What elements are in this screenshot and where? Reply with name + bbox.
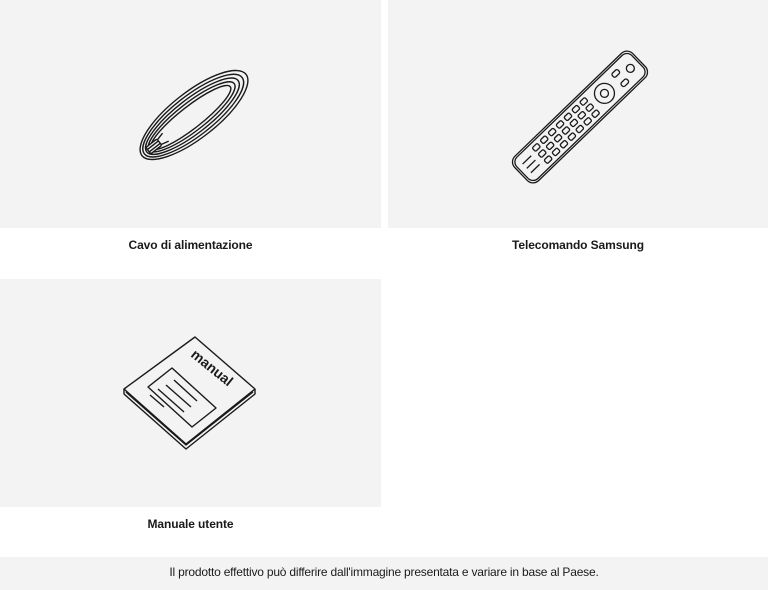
power-cable-caption: Cavo di alimentazione (128, 238, 253, 252)
disclaimer-bar (0, 557, 768, 590)
user-manual-tile (0, 279, 381, 507)
manual-cover-text: manual (188, 345, 237, 390)
remote-control-caption: Telecomando Samsung (512, 238, 644, 252)
user-manual-caption: Manuale utente (147, 517, 234, 531)
user-manual-icon (0, 279, 381, 507)
disclaimer-text: Il prodotto effettivo può differire dall'immagine presentata e variare in base al Paese. (169, 565, 599, 579)
remote-control-icon (388, 0, 768, 228)
remote-control-tile (388, 0, 768, 228)
power-cable-icon (0, 0, 381, 228)
power-cable-tile (0, 0, 381, 228)
